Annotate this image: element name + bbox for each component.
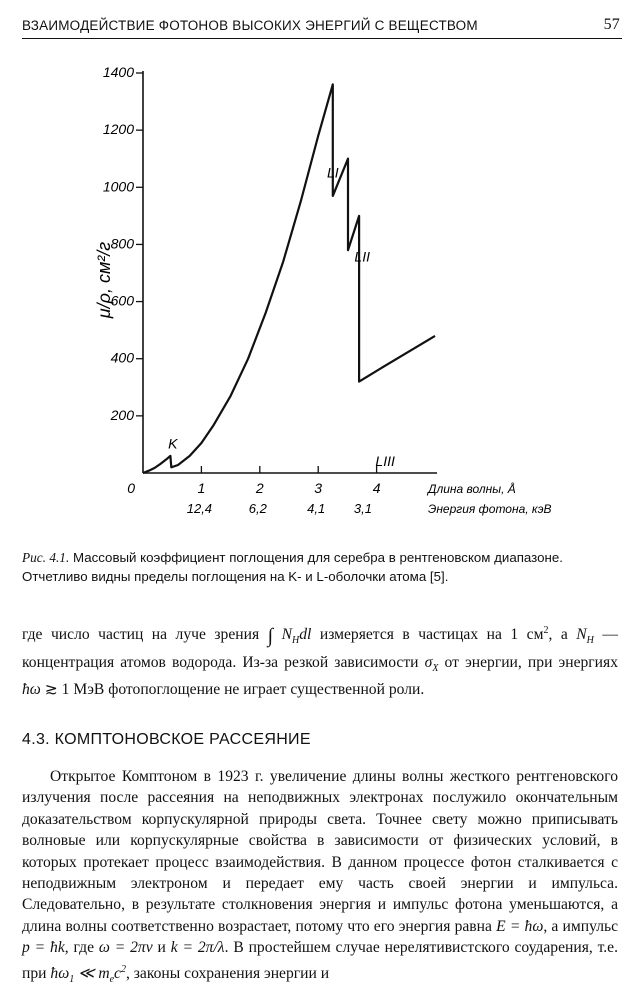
- p1-sup-2: 2: [543, 625, 549, 636]
- section-heading: 4.3. КОМПТОНОВСКОЕ РАССЕЯНИЕ: [22, 731, 311, 748]
- p1-text-a: где число частиц на луче зрения: [22, 626, 268, 644]
- p2-text-d: и: [152, 939, 171, 957]
- y-tick-label: 1400: [102, 64, 134, 80]
- p1-text-d: — концентрация атомов водорода. Из-за резкой зависимости: [22, 626, 618, 671]
- x2-axis-label: Энергия фотона, кэВ: [428, 502, 552, 516]
- p1-text-c: , а: [548, 626, 577, 644]
- formula-hbar-omega: ħω: [22, 681, 41, 699]
- edge-label: LII: [354, 248, 370, 265]
- y-tick-label: 200: [110, 406, 134, 423]
- y-axis-label: μ/ρ, см²/г: [94, 241, 114, 319]
- p2-text-f: , законы сохранения энергии и: [125, 964, 330, 982]
- p2-text-a: Открытое Комптоном в 1923 г. увеличение длины волны жесткого рентгеновского излучения после рассеяния на неподвижных электронах послужило окончательным доказательством корпускулярной природы света. Точнее свету можно приписывать волновые или корпускулярные свойства в зависимости от физических условий, в которых протекает процесс взаимодействия. В данном процессе фотон сталкивается с неподвижным электроном и передает ему часть своей энергии и импульса. Следовательно, в результате столкновения энергия и импульс фотона уменьшаются, а длина волны соответственно возрастает, потому что его энергия равна: [22, 768, 618, 935]
- paragraph-1: [22, 620, 618, 701]
- x-axis-label: Длина волны, Å: [428, 482, 516, 496]
- series-line-ag: [143, 84, 435, 473]
- p1-text-f: ≳ 1 МэВ фотопоглощение не играет существенной роли.: [40, 681, 425, 699]
- absorption-chart: [0, 40, 641, 530]
- y-tick-label: 1200: [102, 121, 134, 138]
- formula-nonrelativistic: $ħ\omega_1$ ≪ $m_ec^2$: [50, 963, 126, 985]
- formula-nh-dl: $N_Hdl$: [281, 626, 312, 647]
- figure-caption-label: Рис. 4.1.: [22, 550, 70, 565]
- p1-text-b: измеряется в частицах на 1 см: [319, 626, 544, 644]
- formula-sigma-x: $\sigma_X$: [424, 653, 439, 674]
- formula-omega: ω = 2πν: [98, 939, 153, 957]
- y-tick-label: 600: [110, 292, 134, 309]
- page-number: 57: [603, 16, 620, 33]
- edge-label: K: [168, 435, 178, 452]
- x2-tick-label: 4,1: [307, 501, 326, 516]
- formula-nh: $N_H$: [576, 626, 594, 647]
- x-tick-label: 1: [197, 480, 206, 496]
- y-tick-label: 1000: [102, 178, 134, 195]
- x-tick-label: 4: [372, 480, 381, 496]
- x-tick-label: 2: [255, 480, 264, 496]
- figure-caption: [22, 548, 622, 586]
- formula-momentum: p = ħk: [22, 939, 65, 957]
- origin-label: 0: [127, 480, 135, 496]
- x2-tick-label: 6,2: [248, 501, 267, 516]
- x2-tick-label: 12,4: [186, 501, 213, 516]
- paragraph-2: [22, 766, 618, 990]
- formula-energy: E = ħω: [496, 917, 544, 935]
- chart-layer: [94, 64, 552, 516]
- y-tick-label: 800: [110, 235, 134, 252]
- formula-wavevector: k = 2π/λ: [170, 939, 225, 957]
- running-header: [22, 10, 622, 39]
- y-tick-label: 400: [110, 349, 134, 366]
- p1-text-e: от энергии, при энергиях: [438, 653, 618, 671]
- running-title: ВЗАИМОДЕЙСТВИЕ ФОТОНОВ ВЫСОКИХ ЭНЕРГИЙ С ВЕЩЕСТВОМ: [22, 18, 478, 33]
- figure-caption-text: Массовый коэффициент поглощения для серебра в рентгеновском диапазоне. Отчетливо видны пределы поглощения на K- и L-оболочки атома [5].: [22, 550, 563, 584]
- edge-label: LI: [326, 164, 339, 181]
- x-tick-label: 3: [314, 480, 323, 496]
- p2-text-b: , а импульс: [543, 917, 619, 935]
- p2-text-c: , где: [64, 939, 99, 957]
- integral-sign: ∫: [267, 625, 274, 648]
- p2-text-e: . В простейшем случае нерелятивистского соударения, т.е. при: [22, 939, 618, 982]
- x2-tick-label: 3,1: [353, 501, 372, 516]
- edge-label: LIII: [375, 452, 395, 469]
